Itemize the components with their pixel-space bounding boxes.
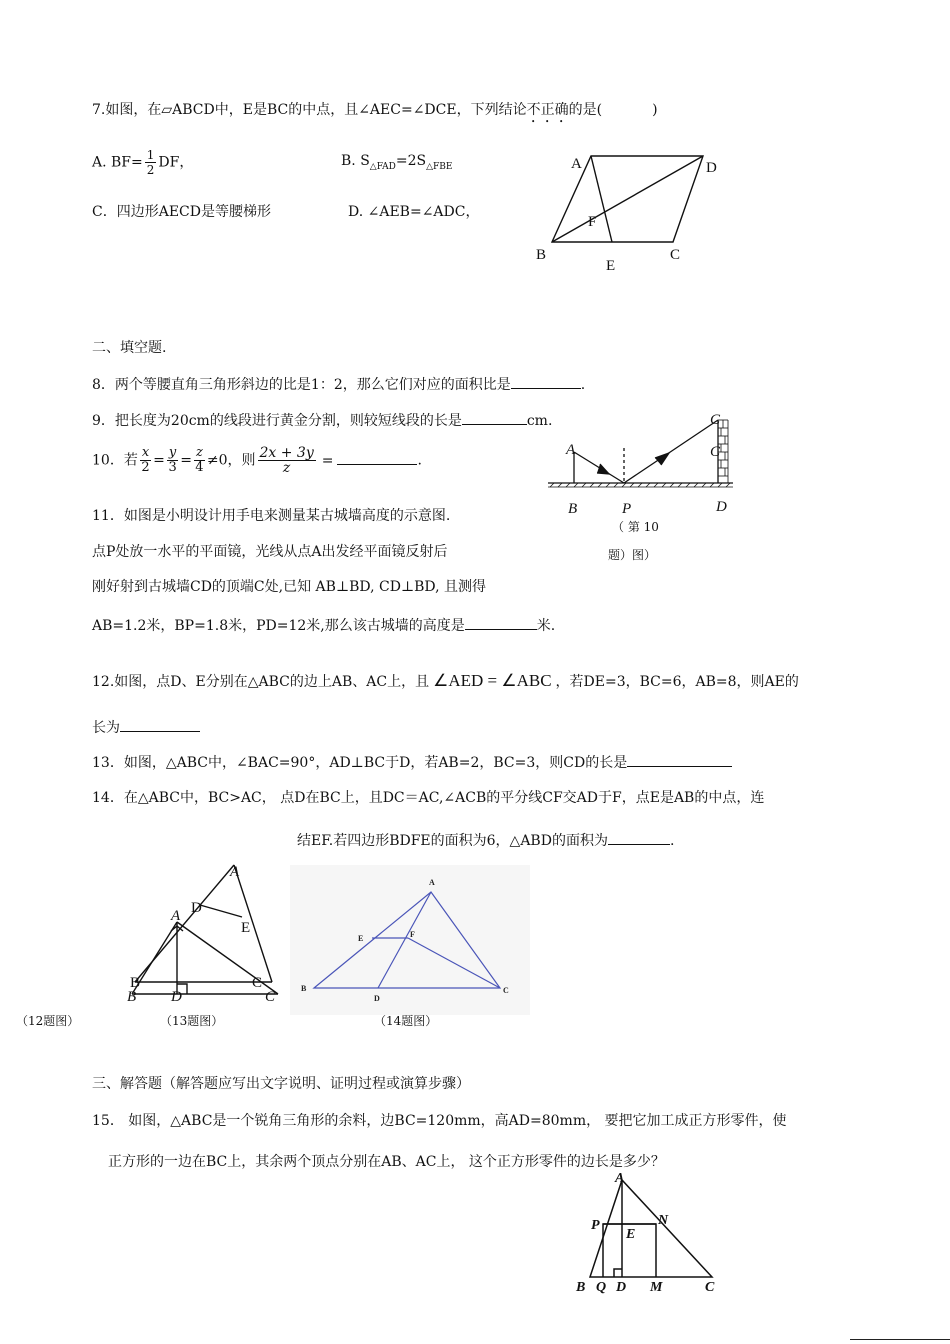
q14-figure xyxy=(290,865,530,1015)
f14-label-f: F xyxy=(410,930,415,939)
q10-end: . xyxy=(417,452,422,469)
q10-x: x xyxy=(141,445,150,460)
q12-q13-figure xyxy=(120,860,300,1010)
q10-frac-x xyxy=(140,446,151,475)
q7-stem xyxy=(92,101,658,126)
q15-label-c: C xyxy=(705,1280,715,1295)
q11-label-c-mid: C xyxy=(710,444,721,460)
q11-label-a: A xyxy=(566,442,576,458)
q15-label-a: A xyxy=(615,1171,625,1186)
q12-answer-blank[interactable] xyxy=(120,717,200,732)
q14-line2-text: 结EF.若四边形BDFE的面积为6，△ABD的面积为 xyxy=(297,833,608,849)
f13-label-b: B xyxy=(127,989,137,1005)
q7-optA-den: 2 xyxy=(146,163,155,177)
q7-optA-num: 1 xyxy=(146,148,155,162)
q9-end: cm. xyxy=(526,413,553,429)
q10-fig-caption-2: 题）图） xyxy=(608,548,657,562)
q11-label-c-top: C xyxy=(710,412,721,428)
q11-line1: 11．如图是小明设计用手电来测量某古城墙高度的示意图. xyxy=(92,508,451,524)
q10-frac-expr xyxy=(258,446,316,475)
q10-eq2: = xyxy=(180,452,192,469)
f12-line-de xyxy=(200,905,242,917)
q13 xyxy=(92,752,732,772)
q12-pre: 12.如图，点D、E分别在△ABC的边上AB、AC上，且 xyxy=(92,674,430,690)
q11-line2: 点P处放一水平的平面镜，光线从点A出发经平面镜反射后 xyxy=(92,544,448,560)
q7-option-b xyxy=(341,152,452,176)
q10-den2: z xyxy=(282,460,291,476)
q14-line2 xyxy=(297,830,674,850)
caption-fig-13: （13题图） xyxy=(160,1014,224,1028)
f12-label-a: A xyxy=(230,864,240,880)
q15-label-e: E xyxy=(626,1227,636,1242)
q7-optA-post: DF， xyxy=(158,154,194,171)
q15-line2: 正方形的一边在BC上，其余两个顶点分别在AB、AC上， 这个正方形零件的边长是多少？ xyxy=(108,1154,665,1170)
f12-label-c: C xyxy=(252,975,263,991)
q7-optB-pre: B. S xyxy=(341,153,370,169)
f13-label-c: C xyxy=(265,989,276,1005)
q11-line4-end: 米. xyxy=(536,618,556,634)
q10-four: 4 xyxy=(195,460,204,475)
q11-label-p: P xyxy=(622,501,632,517)
q11-label-d: D xyxy=(716,499,727,515)
page-bottom-rule xyxy=(850,1339,950,1340)
q15-label-n: N xyxy=(658,1213,669,1228)
q11-answer-blank[interactable] xyxy=(465,615,537,630)
q12-line2-text: 长为 xyxy=(92,720,120,736)
q15-label-m: M xyxy=(650,1280,663,1295)
q12-formula: ∠AED = ∠ABC xyxy=(433,671,552,690)
q11-arrow-1 xyxy=(597,464,609,474)
q8-end: . xyxy=(580,377,586,393)
q15-right-angle-mark xyxy=(614,1269,622,1277)
q10-eq1: = xyxy=(153,452,165,469)
q7-optB-sub2: △FBE xyxy=(426,161,453,172)
q10-frac-z xyxy=(194,446,205,475)
q8-answer-blank[interactable] xyxy=(511,374,581,389)
q7-stem-text: 7.如图，在▱ABCD中，E是BC的中点，且∠AEC=∠DCE，下列结论 xyxy=(92,102,527,118)
q12-post: ，若DE=3，BC=6，AB=8，则AE的 xyxy=(555,674,799,690)
caption-fig-12: （12题图） xyxy=(16,1014,80,1028)
q7-label-f: F xyxy=(588,214,597,230)
q8 xyxy=(92,374,585,394)
q14-answer-blank[interactable] xyxy=(608,830,670,845)
f14-background xyxy=(290,865,530,1015)
q8-text: 8．两个等腰直角三角形斜边的比是1：2，那么它们对应的面积比是 xyxy=(92,377,511,393)
q12-line1 xyxy=(92,672,799,691)
q7-label-e: E xyxy=(606,258,616,274)
q10-answer-blank[interactable] xyxy=(337,450,417,465)
section-answer-heading: 三、解答题（解答题应写出文字说明、证明过程或演算步骤） xyxy=(92,1076,470,1092)
f12-label-b: B xyxy=(130,975,141,991)
q11-line3: 刚好射到古城墙CD的顶端C处,已知 AB⊥BD, CD⊥BD, 且测得 xyxy=(92,579,487,595)
q7-optA-fraction xyxy=(145,148,157,177)
q15-label-d: D xyxy=(616,1280,627,1295)
q10-pre: 10．若 xyxy=(92,452,138,469)
q10-two: 2 xyxy=(141,460,150,475)
q11-line4-text: AB=1.2米，BP=1.8米，PD=12米,那么该古城墙的高度是 xyxy=(92,618,465,634)
q10-fig-caption-1: （ 第 10 xyxy=(612,520,659,534)
f12-side-ac xyxy=(234,865,272,982)
q9 xyxy=(92,410,552,430)
q14-line1: 14．在△ABC中，BC>AC， 点D在BC上，且DC＝AC,∠ACB的平分线CF交AD于F，点E是AB的中点，连 xyxy=(92,790,765,806)
q10-neq: ≠0，则 xyxy=(206,452,256,469)
q14-line2-end: . xyxy=(669,833,675,849)
q7-optA-pre: A. BF= xyxy=(92,154,143,171)
q15-label-q: Q xyxy=(596,1280,607,1295)
q15-line1: 15． 如图，△ABC是一个锐角三角形的余料，边BC=120mm，高AD=80mm， 要把它加工成正方形零件，使 xyxy=(92,1113,787,1129)
q7-optB-mid: =2S xyxy=(395,153,427,169)
q11-arrow-2 xyxy=(655,453,669,465)
f13-label-a: A xyxy=(171,908,181,924)
q7-optB-sub1: △FAD xyxy=(369,161,396,172)
q10-three: 3 xyxy=(168,460,177,475)
q10-z: z xyxy=(196,445,203,460)
q7-option-d: D. ∠AEB=∠ADC， xyxy=(348,204,480,220)
q11-mirror-figure xyxy=(548,408,748,523)
f13-side-ac xyxy=(177,922,278,994)
q13-answer-blank[interactable] xyxy=(627,752,732,767)
q10-num2: 2x + 3y xyxy=(259,445,314,461)
f12-label-e: E xyxy=(241,920,251,936)
q11-line4 xyxy=(92,615,555,635)
q7-label-a: A xyxy=(571,156,582,172)
q15-triangle xyxy=(590,1180,712,1277)
q7-option-c: C．四边形AECD是等腰梯形 xyxy=(92,204,271,220)
f14-label-a: A xyxy=(429,878,435,887)
q11-label-b: B xyxy=(568,501,578,517)
f13-label-d: D xyxy=(171,989,182,1005)
q7-option-a xyxy=(92,148,193,177)
q10-eq3: = xyxy=(321,452,334,469)
q9-text: 9．把长度为20cm的线段进行黄金分割，则较短线段的长是 xyxy=(92,413,462,429)
q13-text: 13．如图，△ABC中，∠BAC=90°，AD⊥BC于D，若AB=2，BC=3，则CD的长是 xyxy=(92,755,628,771)
q10-frac-y xyxy=(167,446,178,475)
q12-line2 xyxy=(92,717,200,737)
q7-close: ) xyxy=(652,102,658,118)
q7-label-d: D xyxy=(706,160,717,176)
q7-tail: 的是( xyxy=(568,102,603,118)
q7-label-c: C xyxy=(670,247,681,263)
q9-answer-blank[interactable] xyxy=(462,410,527,425)
q7-label-b: B xyxy=(536,247,547,263)
q7-parallelogram-figure xyxy=(530,150,730,275)
f14-label-e: E xyxy=(358,934,364,943)
f14-label-d: D xyxy=(374,994,380,1003)
f12-label-d: D xyxy=(191,900,202,916)
f14-label-c: C xyxy=(503,986,509,995)
section-fill-blank-heading: 二、填空题. xyxy=(92,340,167,356)
q10 xyxy=(92,446,422,475)
q11-ray-reflected xyxy=(624,420,718,483)
q10-y: y xyxy=(168,445,177,460)
f14-label-b: B xyxy=(301,984,307,993)
caption-fig-14: （14题图） xyxy=(374,1014,438,1028)
q7-emphasis: 不正确 xyxy=(526,102,569,118)
q15-figure xyxy=(570,1170,730,1300)
q15-label-p: P xyxy=(591,1218,600,1233)
q15-label-b: B xyxy=(576,1280,586,1295)
